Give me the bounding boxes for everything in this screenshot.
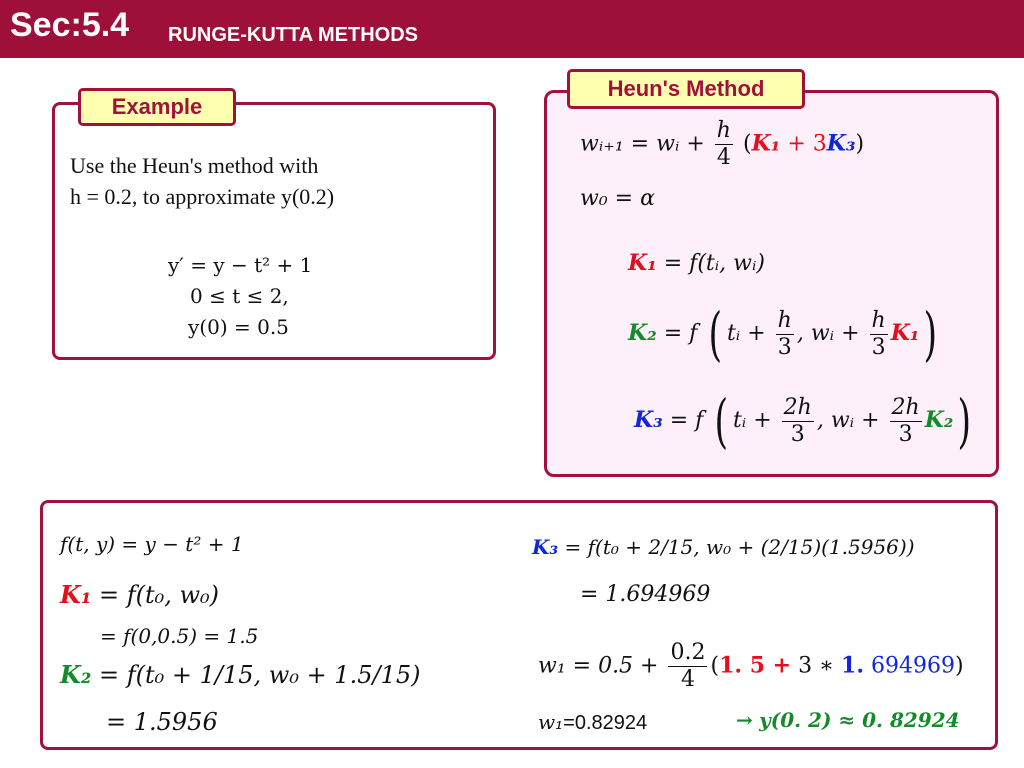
conclusion-arrow: →: [736, 708, 753, 732]
solution-f-definition: f(t, y) = y − t² + 1: [60, 532, 244, 556]
solution-k1: [60, 580, 219, 609]
solution-k3-value: [580, 582, 710, 607]
update-lhs: wᵢ₊₁ = wᵢ +: [580, 131, 705, 157]
section-code: Sec:5.4: [10, 6, 130, 44]
k2-open-paren: (: [708, 300, 723, 368]
k3-f1-num: 2h: [783, 394, 812, 420]
solution-k1-eval: = f(0,0.5) = 1.5: [100, 624, 259, 648]
k3-ti: tᵢ +: [732, 408, 772, 433]
solution-k2-rhs: = f(t₀ + 1/15, w₀ + 1.5/15): [91, 661, 421, 689]
k3-fraction-1: [782, 395, 814, 448]
solution-k3-rhs: = f(t₀ + 2/15, w₀ + (2/15)(1.5956)): [558, 535, 915, 559]
k2-definition: [628, 300, 942, 368]
k2-ti: tᵢ +: [726, 321, 766, 346]
initial-value-problem: [168, 250, 312, 343]
section-title: RUNGE-KUTTA METHODS: [168, 24, 418, 46]
solution-w1-open: (: [710, 653, 720, 679]
k1-definition: [628, 250, 765, 276]
problem-statement: [70, 150, 334, 212]
k2-close-paren: ): [923, 300, 938, 368]
k3-wi: , wᵢ +: [816, 408, 880, 433]
solution-k3: [532, 535, 915, 559]
k2-label: K₂: [628, 320, 657, 346]
conclusion-text: y(0. 2) ≈ 0. 82924: [759, 708, 960, 732]
k3-definition: [634, 387, 976, 455]
solution-w1-frac-num: 0.2: [670, 640, 706, 665]
update-fraction: [715, 118, 733, 171]
k3-label: K₃: [634, 407, 663, 433]
solution-k2: [60, 660, 420, 689]
k2-f1-num: h: [777, 307, 792, 333]
solution-w1-fraction: [668, 640, 707, 693]
solution-w1-k3-int: 1.: [841, 652, 865, 679]
solution-w1-final-value: =0.82924: [563, 712, 648, 734]
k3-fraction-2: [890, 395, 922, 448]
heun-method-tab: Heun's Method: [567, 69, 805, 109]
k1-rhs: = f(tᵢ, wᵢ): [656, 251, 766, 276]
k2-k1-ref: K₁: [890, 320, 920, 346]
solution-k1-rhs: = f(t₀, w₀): [91, 581, 220, 609]
solution-conclusion: [736, 708, 960, 732]
update-k1: K₁: [751, 130, 781, 157]
heun-update-formula: [580, 118, 864, 171]
k3-close-paren: ): [957, 387, 972, 455]
slide-header: [0, 0, 1024, 58]
solution-w1-close: ): [955, 653, 964, 679]
ode-equation: y′ = y − t² + 1: [168, 253, 313, 277]
k2-f2-den: 3: [870, 334, 888, 361]
initial-condition: y(0) = 0.5: [188, 315, 289, 339]
k2-fraction-2: [870, 308, 888, 361]
problem-line-1: Use the Heun's method with: [70, 153, 319, 178]
solution-w1-frac-den: 4: [668, 666, 707, 693]
update-close-paren: ): [855, 131, 865, 157]
solution-w1-lhs: w₁ = 0.5 +: [538, 653, 659, 679]
k1-label: K₁: [628, 250, 657, 276]
k2-eq: = f: [656, 321, 698, 346]
example-tab: Example: [78, 88, 236, 126]
update-open-paren: (: [742, 131, 752, 157]
solution-w1-final-label: w₁: [538, 710, 564, 734]
solution-k3-label: K₃: [532, 535, 559, 559]
heun-initial-value: w₀ = α: [580, 186, 655, 211]
solution-w1-mid: 3 ∗: [791, 653, 842, 679]
solution-w1-k3-dec: 694969: [864, 653, 955, 679]
k2-fraction-1: [776, 308, 794, 361]
solution-k3-value-digit: 9: [696, 582, 711, 607]
solution-k2-value: = 1.5956: [106, 708, 218, 736]
k3-f2-den: 3: [890, 421, 922, 448]
k2-f2-num: h: [871, 307, 886, 333]
k3-k2-ref: K₂: [924, 407, 954, 433]
update-frac-num: h: [716, 118, 731, 143]
update-k3: K₃: [826, 130, 856, 157]
k3-f1-den: 3: [782, 421, 814, 448]
problem-line-2: h = 0.2, to approximate y(0.2): [70, 184, 335, 209]
solution-w1-final: [538, 710, 647, 735]
solution-w1-k1: 1. 5 +: [719, 652, 792, 679]
solution-k2-label: K₂: [60, 660, 92, 689]
k2-f1-den: 3: [776, 334, 794, 361]
k3-f2-num: 2h: [891, 394, 920, 420]
k3-eq: = f: [662, 408, 704, 433]
k2-wi: , wᵢ +: [796, 321, 860, 346]
solution-k1-label: K₁: [60, 580, 92, 609]
update-plus: + 3: [780, 131, 827, 157]
solution-k3-value-main: = 1.69496: [580, 582, 697, 607]
ode-domain: 0 ≤ t ≤ 2,: [190, 284, 289, 308]
k3-open-paren: (: [714, 387, 729, 455]
update-frac-den: 4: [715, 144, 733, 171]
solution-w1-formula: [538, 640, 964, 693]
